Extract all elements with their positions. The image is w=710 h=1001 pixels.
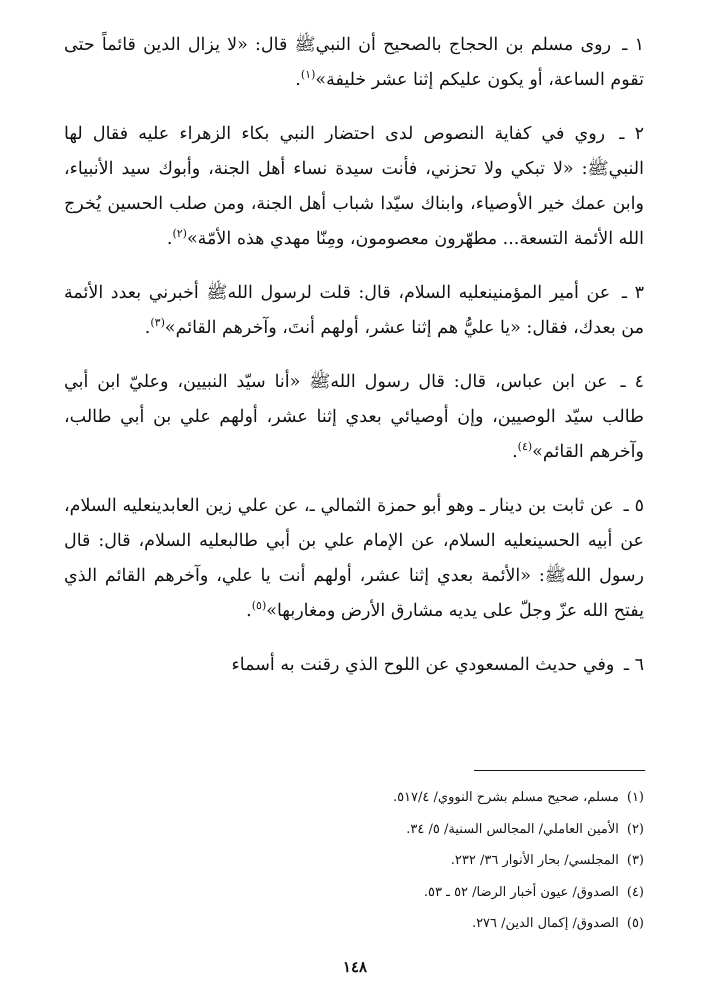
footnote-text: مسلم، صحيح مسلم بشرح النووي/ ٥١٧/٤. — [392, 790, 619, 805]
paragraph-end: . — [246, 601, 252, 621]
paragraph-1 — [64, 28, 644, 98]
paragraph-number: ٤ ـ — [620, 372, 644, 392]
footnote-reference: (٥) — [251, 599, 267, 613]
footnote-text: الصدوق/ عيون أخبار الرضا/ ٥٢ ـ ٥٣. — [423, 884, 619, 900]
paragraph-text: وفي حديث المسعودي عن اللوح الذي رقنت به أسماء — [231, 655, 615, 675]
footnotes-list — [224, 782, 644, 940]
footnote-reference: (١) — [300, 68, 316, 82]
footnote-number: (٢) — [626, 821, 644, 837]
paragraph-end: . — [166, 229, 173, 249]
footnote-number: (٣) — [626, 853, 644, 868]
footnote-item — [224, 782, 644, 814]
footnote-reference: (٤) — [517, 440, 533, 454]
paragraph-4 — [64, 365, 644, 470]
paragraph-text: روي في كفاية النصوص لدى احتضار النبي بكاء الزهراء عليه فقال لها النبيﷺ: «لا تبكي ولا تحزني، فأنت سيدة نساء أهل الجنة، وأبوك سيد الأنبياء، وابن عمك خير الأوصياء، وابناك سيّدا شباب أهل الجنة، ومن صلب الحسين يُخرج الله الأئمة التسعة... مطهّرون معصومون، ومِنّا مهدي هذه الأمّة» — [64, 124, 644, 249]
paragraph-number: ١ ـ — [622, 35, 644, 55]
page-number: ١٤٨ — [342, 958, 368, 976]
paragraph-number: ٢ ـ — [619, 124, 644, 144]
paragraph-number: ٣ ـ — [621, 283, 644, 303]
paragraph-text: روى مسلم بن الحجاج بالصحيح أن النبيﷺ قال: «لا يزال الدين قائماً حتى تقوم الساعة، أو يكون عليكم إثنا عشر خليفة» — [64, 35, 644, 90]
paragraph-text: عن ثابت بن دينار ـ وهو أبو حمزة الثمالي ـ، عن علي زين العابدينعليه السلام، عن أبيه الحسينعليه السلام، عن الإمام علي بن أبي طالبعليه السلام، قال: قال رسول اللهﷺ: «الأئمة بعدي إثنا عشر، أولهم أنت يا علي، وآخرهم القائم الذي يفتح الله عزّ وجلّ على يديه مشارق الأرض ومغاربها» — [64, 496, 644, 621]
paragraph-text: عن أمير المؤمنينعليه السلام، قال: قلت لرسول اللهﷺ أخبرني بعدد الأئمة من بعدك، فقال: «يا عليُّ هم إثنا عشر، أولهم أنتَ، وآخرهم القائم» — [64, 283, 644, 338]
paragraph-number: ٥ ـ — [623, 496, 644, 516]
paragraph-end: . — [144, 318, 151, 338]
paragraph-number: ٦ ـ — [623, 655, 644, 675]
footnote-divider — [474, 770, 645, 771]
paragraph-6 — [64, 648, 644, 683]
paragraph-2 — [64, 117, 644, 257]
footnote-reference: (٢) — [172, 227, 187, 241]
footnote-item — [224, 845, 644, 877]
paragraph-3 — [64, 276, 644, 346]
footnote-number: (٤) — [626, 884, 644, 900]
footnote-text: الصدوق/ إكمال الدين/ ٢٧٦. — [471, 916, 619, 931]
footnote-number: (١) — [626, 790, 644, 805]
paragraph-end: . — [512, 442, 518, 462]
footnote-item — [224, 814, 644, 846]
footnote-text: المجلسي/ بحار الأنوار ٣٦/ ٢٣٢. — [450, 853, 619, 868]
paragraph-end: . — [295, 70, 301, 90]
main-text — [64, 28, 644, 702]
footnote-number: (٥) — [626, 916, 644, 931]
footnote-text: الأمين العاملي/ المجالس السنية/ ٥/ ٣٤. — [406, 821, 619, 837]
footnote-item — [224, 908, 644, 940]
footnote-item — [224, 877, 644, 909]
paragraph-5 — [64, 489, 644, 629]
paragraph-text: عن ابن عباس، قال: قال رسول اللهﷺ «أنا سيّد النبيين، وعليّ ابن أبي طالب سيّد الوصيين، وإن أوصيائي بعدي إثنا عشر، أولهم علي بن أبي طالب، وآخرهم القائم» — [64, 372, 644, 462]
footnote-reference: (٣) — [150, 316, 165, 330]
